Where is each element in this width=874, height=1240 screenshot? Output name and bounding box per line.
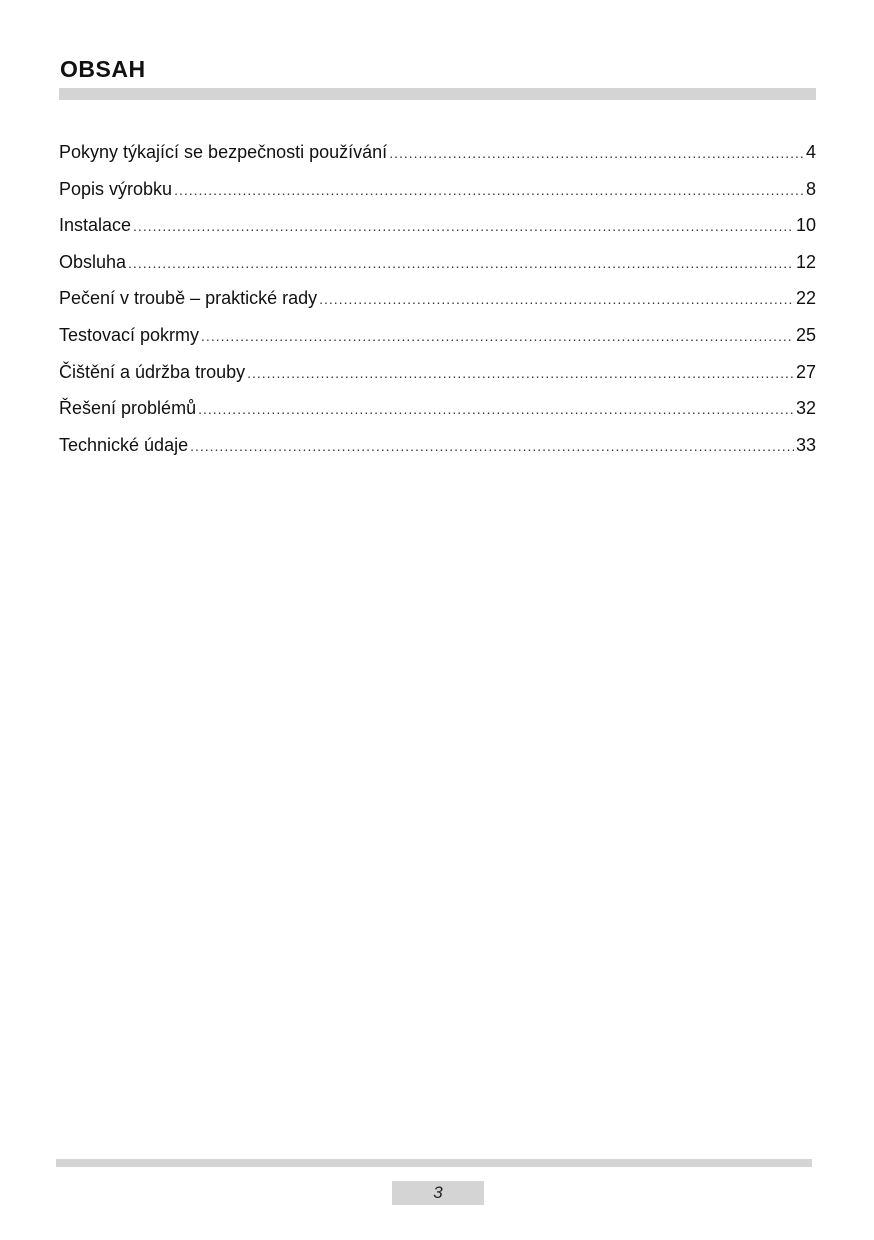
toc-dot-leader <box>319 281 794 318</box>
toc-dot-leader <box>190 428 794 465</box>
title-divider <box>59 88 816 100</box>
toc-dot-leader <box>201 318 794 355</box>
footer-divider <box>56 1159 812 1167</box>
toc-dot-leader <box>128 245 794 282</box>
toc-entry-label: Testovací pokrmy <box>59 324 200 345</box>
toc-dot-leader <box>198 391 794 428</box>
toc-entry[interactable] <box>59 171 816 208</box>
toc-entry[interactable] <box>59 427 816 464</box>
toc-entry-page: 12 <box>795 251 816 272</box>
toc-entry[interactable] <box>59 390 816 427</box>
toc-dot-leader <box>247 355 794 392</box>
toc-entry-page: 27 <box>795 361 816 382</box>
page-number: 3 <box>392 1181 484 1205</box>
table-of-contents <box>59 134 816 463</box>
toc-entry[interactable] <box>59 244 816 281</box>
toc-entry[interactable] <box>59 280 816 317</box>
toc-entry-page: 10 <box>795 215 816 236</box>
toc-entry[interactable] <box>59 134 816 171</box>
toc-entry-label: Instalace <box>59 215 132 236</box>
toc-entry-label: Pokyny týkající se bezpečnosti používání <box>59 142 388 162</box>
toc-entry-page: 33 <box>795 434 816 455</box>
toc-entry-page: 8 <box>805 178 816 199</box>
toc-entry[interactable] <box>59 317 816 354</box>
toc-dot-leader <box>174 172 804 209</box>
toc-entry-label: Technické údaje <box>59 434 189 455</box>
toc-dot-leader <box>389 135 804 172</box>
toc-entry-page: 32 <box>795 398 816 419</box>
toc-entry-label: Pečení v troubě – praktické rady <box>59 288 318 309</box>
toc-entry[interactable] <box>59 207 816 244</box>
toc-entry-label: Obsluha <box>59 251 127 272</box>
toc-dot-leader <box>133 208 794 245</box>
page-title: OBSAH <box>60 56 146 82</box>
toc-entry-label: Čištění a údržba trouby <box>59 361 246 382</box>
toc-entry-page: 4 <box>805 142 816 162</box>
toc-entry-page: 25 <box>795 324 816 345</box>
toc-entry-page: 22 <box>795 288 816 309</box>
toc-entry-label: Řešení problémů <box>59 398 197 419</box>
toc-entry[interactable] <box>59 354 816 391</box>
toc-entry-label: Popis výrobku <box>59 178 173 199</box>
